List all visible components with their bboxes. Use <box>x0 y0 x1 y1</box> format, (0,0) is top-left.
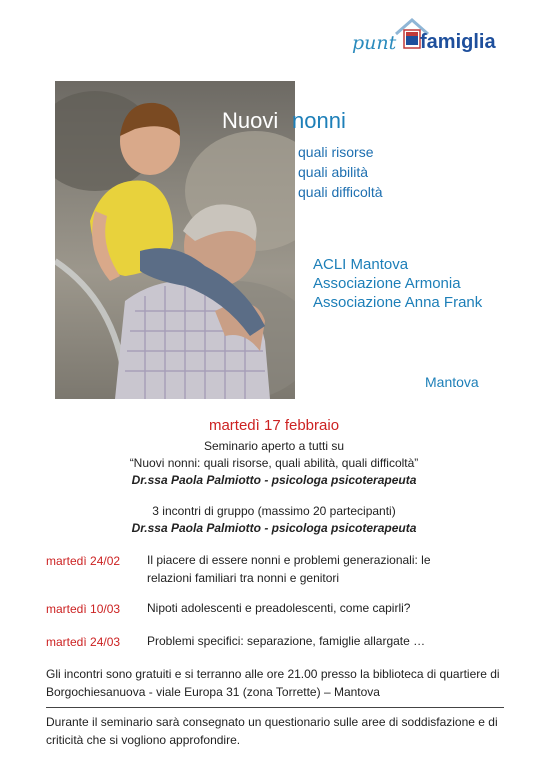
logo-text-punt: punt <box>352 32 397 54</box>
schedule-text-2: Nipoti adolescenti e preadolescenti, come capirli? <box>147 601 411 615</box>
schedule-text-3: Problemi specifici: separazione, famiglie allargate … <box>147 634 426 648</box>
divider-line <box>46 707 504 708</box>
title-word-nonni: nonni <box>292 108 346 133</box>
org-acli: ACLI Mantova <box>313 256 409 273</box>
schedule-date-2: martedì 10/03 <box>46 602 121 616</box>
schedule-date-3: martedì 24/03 <box>46 635 121 649</box>
schedule-date-1: martedì 24/02 <box>46 554 121 568</box>
event-topic: “Nuovi nonni: quali risorse, quali abilità, quali difficoltà” <box>129 456 419 470</box>
schedule-text-1: Il piacere di essere nonni e problemi generazionali: le relazioni familiari tra nonni e genitori <box>147 553 431 585</box>
event-date: martedì 17 febbraio <box>208 417 340 434</box>
logo-text-famiglia: famiglia <box>420 31 496 53</box>
groups-speaker: Dr.ssa Paola Palmiotto - psicologa psicoterapeuta <box>131 521 417 535</box>
event-speaker: Dr.ssa Paola Palmiotto - psicologa psicoterapeuta <box>131 473 417 487</box>
punto-famiglia-logo <box>352 14 502 68</box>
event-intro: Seminario aperto a tutti su <box>203 439 345 453</box>
subtitle-difficolta: quali difficoltà <box>298 184 383 200</box>
subtitle-abilita: quali abilità <box>298 164 369 180</box>
org-anna-frank: Associazione Anna Frank <box>313 294 483 311</box>
title-word-nuovi: Nuovi <box>222 108 279 133</box>
subtitle-risorse: quali risorse <box>298 144 374 160</box>
info-paragraph: Gli incontri sono gratuiti e si terranno alle ore 21.00 presso la biblioteca di quartiere di Borgochiesanuova - viale Europa 31 (zona Torrette) – Mantova <box>46 667 500 699</box>
city-label: Mantova <box>425 374 479 390</box>
org-armonia: Associazione Armonia <box>313 275 461 292</box>
groups-intro: 3 incontri di gruppo (massimo 20 partecipanti) <box>152 504 396 518</box>
footer-paragraph: Durante il seminario sarà consegnato un questionario sulle aree di soddisfazione e di criticità che si vogliono approfondire. <box>46 715 498 747</box>
